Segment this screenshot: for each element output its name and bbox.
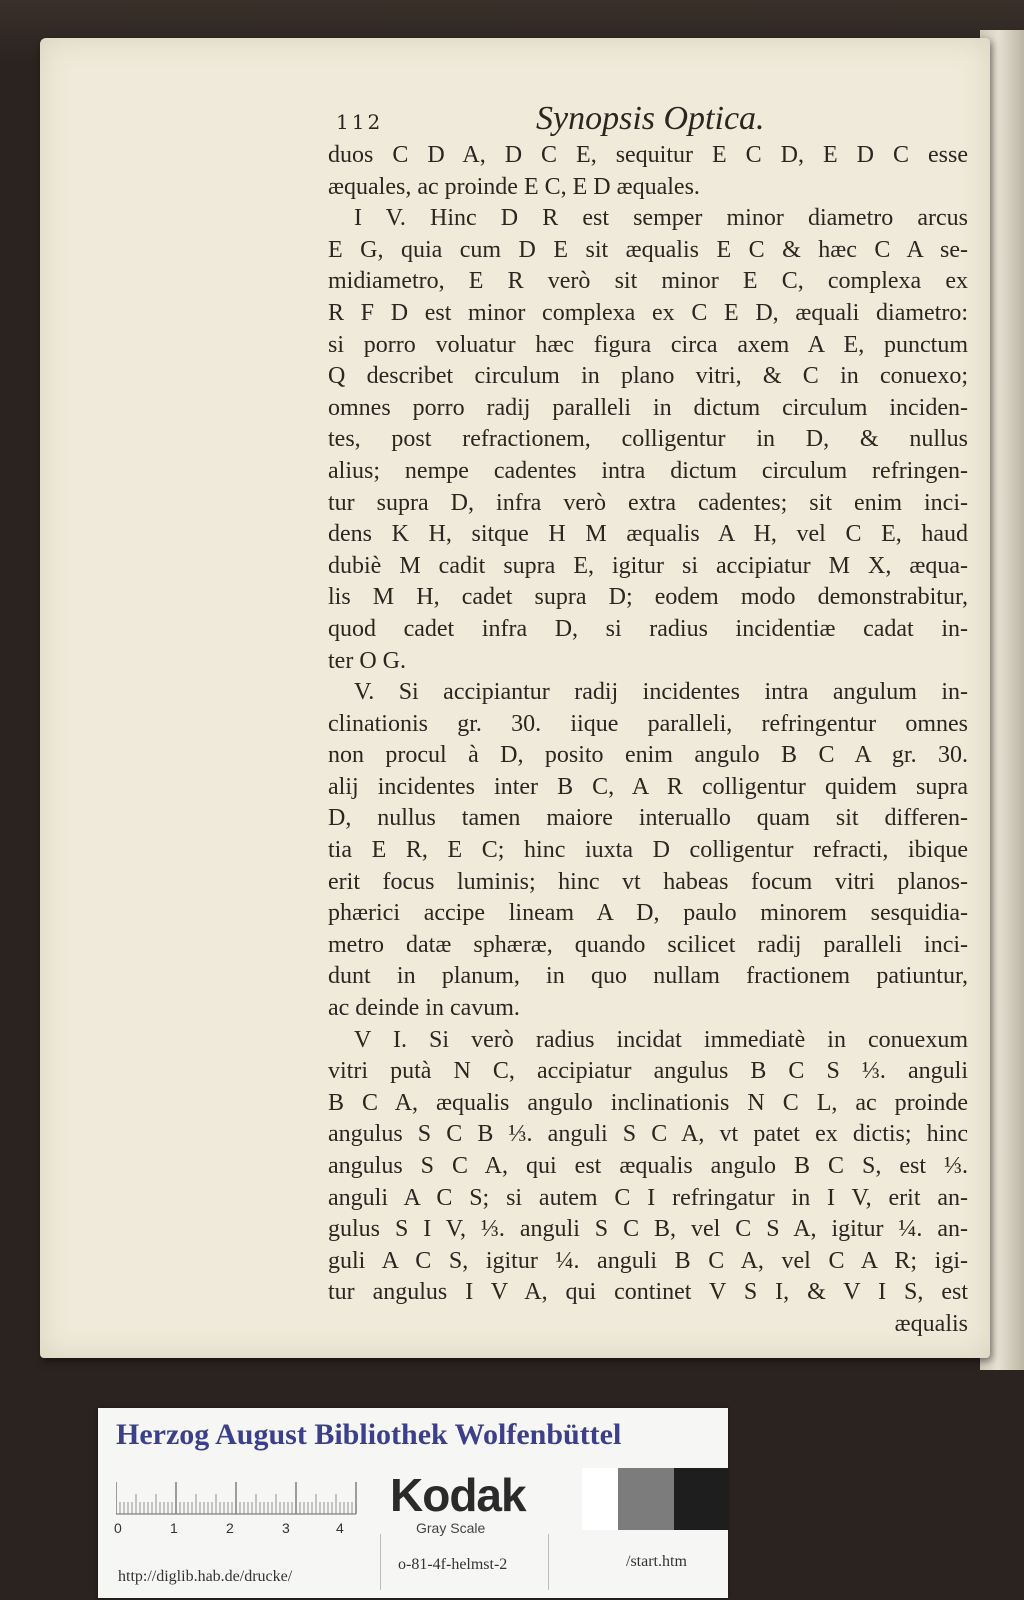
gray-patch-mid bbox=[618, 1468, 674, 1530]
text-line: ter O G. bbox=[328, 647, 406, 674]
gray-patch-white bbox=[582, 1468, 618, 1530]
text-line: dubiè M cadit supra E, igitur si accipiatur M X, æqua- bbox=[328, 552, 968, 579]
text-line: guli A C S, igitur ¼. anguli B C A, vel C A R; igi- bbox=[328, 1247, 968, 1274]
text-line: tur supra D, infra verò extra cadentes; sit enim inci- bbox=[328, 489, 968, 516]
text-line: non procul à D, posito enim angulo B C A gr. 30. bbox=[328, 742, 968, 769]
scale-ruler bbox=[116, 1478, 361, 1526]
text-line: tur angulus I V A, qui continet V S I, & V I S, est bbox=[328, 1279, 968, 1306]
library-url: http://diglib.hab.de/drucke/ bbox=[118, 1568, 293, 1585]
shelfmark: o-81-4f-helmst-2 bbox=[398, 1556, 508, 1573]
gray-patch-black bbox=[674, 1468, 728, 1530]
divider bbox=[380, 1534, 381, 1590]
text-line: omnes porro radij paralleli in dictum circulum inciden- bbox=[328, 394, 968, 421]
text-line: B C A, æqualis angulo inclinationis N C L, ac proinde bbox=[328, 1089, 968, 1116]
text-line: alius; nempe cadentes intra dictum circulum refringen- bbox=[328, 457, 968, 484]
text-line: V. Si accipiantur radij incidentes intra angulum in- bbox=[354, 679, 968, 706]
scale-label: 0 bbox=[114, 1520, 122, 1536]
text-line: Q describet circulum in plano vitri, & C in conuexo; bbox=[328, 363, 968, 390]
text-line: angulus S C A, qui est æqualis angulo B C S, est ⅓. bbox=[328, 1153, 968, 1179]
text-line: angulus S C B ⅓. anguli S C A, vt patet ex dictis; hinc bbox=[328, 1121, 968, 1148]
text-line: lis M H, cadet supra D; eodem modo demonstrabitur, bbox=[328, 584, 968, 611]
text-line: æquales, ac proinde E C, E D æquales. bbox=[328, 173, 700, 200]
text-line: metro datæ sphæræ, quando scilicet radij paralleli inci- bbox=[328, 931, 968, 958]
start-page-link: /start.htm bbox=[626, 1553, 687, 1570]
library-name: Herzog August Bibliothek Wolfenbüttel bbox=[116, 1418, 622, 1451]
text-line: erit focus luminis; hinc vt habeas focum vitri planos- bbox=[328, 868, 968, 895]
text-line: R F D est minor complexa ex C E D, æquali diametro: bbox=[328, 299, 968, 326]
page-number: 112 bbox=[336, 110, 384, 134]
text-line: tia E R, E C; hinc iuxta D colligentur refracti, ibique bbox=[328, 837, 968, 864]
divider bbox=[548, 1534, 549, 1590]
running-title: Synopsis Optica. bbox=[536, 100, 765, 137]
library-label-card bbox=[98, 1408, 728, 1598]
text-line: gulus S I V, ⅓. anguli S C B, vel C S A, igitur ¼. an- bbox=[328, 1216, 968, 1243]
text-line: I V. Hinc D R est semper minor diametro arcus bbox=[354, 205, 968, 232]
text-line: duos C D A, D C E, sequitur E C D, E D C esse bbox=[328, 142, 968, 168]
text-line: clinationis gr. 30. iique paralleli, refringentur omnes bbox=[328, 710, 968, 737]
text-line: quod cadet infra D, si radius incidentiæ cadat in- bbox=[328, 615, 968, 642]
text-line: vitri putà N C, accipiatur angulus B C S ⅓. anguli bbox=[328, 1058, 968, 1085]
text-line: dens K H, sitque H M æqualis A H, vel C E, haud bbox=[328, 521, 968, 548]
text-line: E G, quia cum D E sit æqualis E C & hæc C A se- bbox=[328, 236, 968, 263]
text-line: tes, post refractionem, colligentur in D, & nullus bbox=[328, 426, 968, 453]
text-line: D, nullus tamen maiore interuallo quam sit differen- bbox=[328, 805, 968, 832]
text-line: phærici accipe lineam A D, paulo minorem sesquidia- bbox=[328, 900, 968, 927]
gray-scale-caption: Gray Scale bbox=[416, 1520, 486, 1536]
text-line: alij incidentes inter B C, A R colligentur quidem supra bbox=[328, 773, 968, 800]
text-line: si porro voluatur hæc figura circa axem A E, punctum bbox=[328, 331, 968, 358]
text-line: V I. Si verò radius incidat immediatè in conuexum bbox=[354, 1026, 968, 1053]
scale-label: 4 bbox=[336, 1520, 344, 1536]
scale-label: 2 bbox=[226, 1520, 234, 1536]
text-line: anguli A C S; si autem C I refringatur in I V, erit an- bbox=[328, 1184, 968, 1211]
catchword: æqualis bbox=[894, 1310, 968, 1337]
body-text bbox=[328, 140, 968, 1341]
kodak-logo: Kodak bbox=[390, 1469, 526, 1521]
scale-label: 1 bbox=[170, 1520, 178, 1536]
ruler-ticks bbox=[116, 1478, 361, 1518]
text-line: midiametro, E R verò sit minor E C, complexa ex bbox=[328, 268, 968, 295]
text-line: dunt in planum, in quo nullam fractionem patiuntur, bbox=[328, 963, 968, 990]
page-header bbox=[336, 100, 976, 144]
text-line: ac deinde in cavum. bbox=[328, 995, 520, 1022]
scale-label: 3 bbox=[282, 1520, 290, 1536]
